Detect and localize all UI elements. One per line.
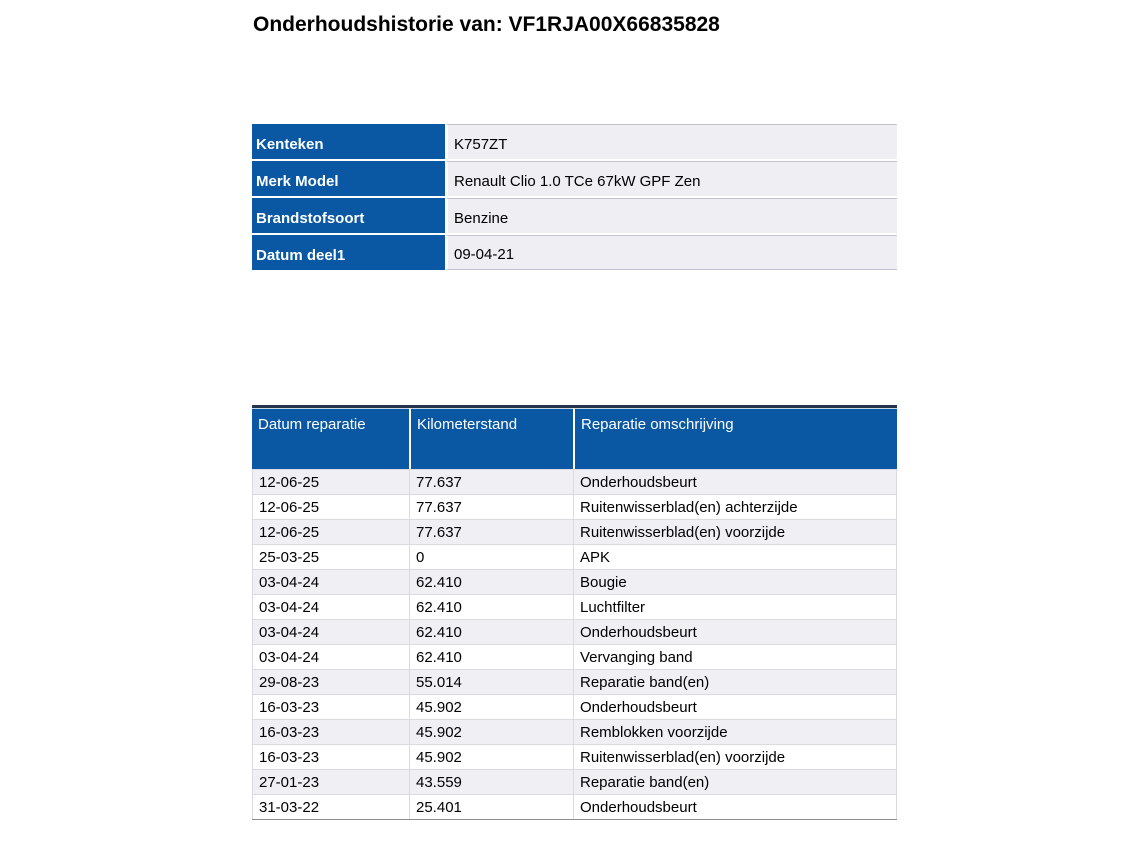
repair-km-cell: 62.410 xyxy=(409,569,573,594)
table-row xyxy=(252,469,897,494)
table-row xyxy=(252,544,897,569)
repair-km-cell: 77.637 xyxy=(409,469,573,494)
repair-history-table xyxy=(252,405,897,820)
repair-date-cell: 12-06-25 xyxy=(252,469,409,494)
table-row xyxy=(252,669,897,694)
vehicle-info-value: 09-04-21 xyxy=(445,235,897,270)
table-row xyxy=(252,619,897,644)
repair-table-header xyxy=(252,408,897,469)
column-header-date: Datum reparatie xyxy=(252,408,409,469)
repair-date-cell: 16-03-23 xyxy=(252,744,409,769)
repair-description-cell: Luchtfilter xyxy=(573,594,897,619)
repair-date-cell: 31-03-22 xyxy=(252,794,409,819)
repair-date-cell: 03-04-24 xyxy=(252,569,409,594)
table-row xyxy=(252,719,897,744)
vehicle-info-label: Datum deel1 xyxy=(252,235,445,270)
repair-description-cell: Ruitenwisserblad(en) voorzijde xyxy=(573,744,897,769)
table-row xyxy=(252,594,897,619)
repair-km-cell: 62.410 xyxy=(409,594,573,619)
repair-description-cell: Onderhoudsbeurt xyxy=(573,694,897,719)
repair-date-cell: 16-03-23 xyxy=(252,694,409,719)
repair-km-cell: 43.559 xyxy=(409,769,573,794)
vehicle-info-value: K757ZT xyxy=(445,124,897,159)
repair-description-cell: APK xyxy=(573,544,897,569)
repair-description-cell: Reparatie band(en) xyxy=(573,769,897,794)
repair-date-cell: 03-04-24 xyxy=(252,594,409,619)
vehicle-info-value: Renault Clio 1.0 TCe 67kW GPF Zen xyxy=(445,161,897,196)
page-title: Onderhoudshistorie van: VF1RJA00X66835828 xyxy=(253,13,720,36)
repair-date-cell: 25-03-25 xyxy=(252,544,409,569)
table-row xyxy=(252,519,897,544)
vehicle-info-row xyxy=(252,198,897,233)
repair-date-cell: 29-08-23 xyxy=(252,669,409,694)
repair-description-cell: Bougie xyxy=(573,569,897,594)
repair-description-cell: Onderhoudsbeurt xyxy=(573,619,897,644)
table-row xyxy=(252,494,897,519)
repair-table-body xyxy=(252,469,897,819)
repair-km-cell: 55.014 xyxy=(409,669,573,694)
table-row xyxy=(252,769,897,794)
table-row xyxy=(252,744,897,769)
repair-km-cell: 62.410 xyxy=(409,619,573,644)
repair-header-row xyxy=(252,408,897,469)
table-row xyxy=(252,569,897,594)
repair-km-cell: 45.902 xyxy=(409,719,573,744)
vehicle-info-table xyxy=(252,122,897,272)
repair-date-cell: 12-06-25 xyxy=(252,494,409,519)
vehicle-info-label: Kenteken xyxy=(252,124,445,159)
repair-km-cell: 0 xyxy=(409,544,573,569)
repair-km-cell: 62.410 xyxy=(409,644,573,669)
repair-description-cell: Onderhoudsbeurt xyxy=(573,469,897,494)
table-row xyxy=(252,644,897,669)
repair-description-cell: Vervanging band xyxy=(573,644,897,669)
repair-km-cell: 77.637 xyxy=(409,519,573,544)
repair-date-cell: 03-04-24 xyxy=(252,644,409,669)
repair-date-cell: 12-06-25 xyxy=(252,519,409,544)
vehicle-info-row xyxy=(252,161,897,196)
repair-description-cell: Ruitenwisserblad(en) voorzijde xyxy=(573,519,897,544)
repair-km-cell: 45.902 xyxy=(409,744,573,769)
repair-description-cell: Ruitenwisserblad(en) achterzijde xyxy=(573,494,897,519)
vehicle-info-label: Brandstofsoort xyxy=(252,198,445,233)
repair-km-cell: 45.902 xyxy=(409,694,573,719)
repair-date-cell: 03-04-24 xyxy=(252,619,409,644)
vehicle-info-label: Merk Model xyxy=(252,161,445,196)
column-header-km: Kilometerstand xyxy=(409,408,573,469)
vehicle-table-body xyxy=(252,124,897,270)
vehicle-info-row xyxy=(252,124,897,159)
repair-description-cell: Remblokken voorzijde xyxy=(573,719,897,744)
vehicle-info-row xyxy=(252,235,897,270)
table-row xyxy=(252,694,897,719)
repair-km-cell: 77.637 xyxy=(409,494,573,519)
repair-description-cell: Reparatie band(en) xyxy=(573,669,897,694)
repair-date-cell: 16-03-23 xyxy=(252,719,409,744)
vehicle-info-value: Benzine xyxy=(445,198,897,233)
column-header-description: Reparatie omschrijving xyxy=(573,408,897,469)
repair-km-cell: 25.401 xyxy=(409,794,573,819)
repair-date-cell: 27-01-23 xyxy=(252,769,409,794)
table-row xyxy=(252,794,897,819)
repair-description-cell: Onderhoudsbeurt xyxy=(573,794,897,819)
